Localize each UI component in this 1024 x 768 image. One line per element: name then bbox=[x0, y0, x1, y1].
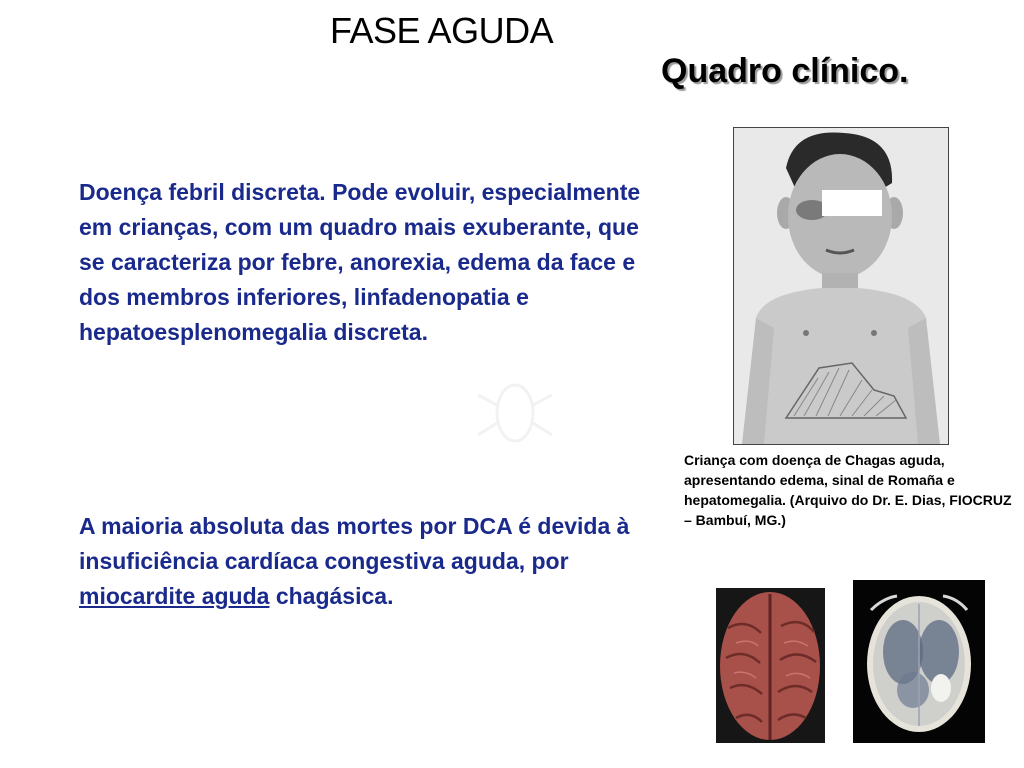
ct-scan-image bbox=[853, 580, 985, 743]
ct-scan-illustration bbox=[853, 580, 985, 743]
paragraph-mortality-text-end: chagásica. bbox=[269, 583, 394, 609]
paragraph-mortality bbox=[79, 509, 659, 614]
watermark-insect-icon bbox=[470, 365, 560, 455]
slide-title: FASE AGUDA bbox=[330, 10, 554, 51]
brain-specimen-illustration bbox=[716, 588, 825, 743]
child-patient-illustration bbox=[734, 128, 948, 444]
slide-subtitle: Quadro clínico. bbox=[661, 52, 909, 90]
paragraph-acute-symptoms: Doença febril discreta. Pode evoluir, especialmente em crianças, com um quadro mais exuberante, que se caracteriza por febre, anorexia, edema da face e dos membros inferiores, linfadenopatia e hepatoesplenomegalia discreta. bbox=[79, 179, 641, 345]
brain-specimen-photo bbox=[716, 588, 825, 743]
child-patient-photo bbox=[733, 127, 949, 445]
miocardite-aguda-link[interactable]: miocardite aguda bbox=[79, 583, 270, 609]
photo-caption: Criança com doença de Chagas aguda, apresentando edema, sinal de Romaña e hepatomegalia. (Arquivo do Dr. E. Dias, FIOCRUZ – Bambuí, MG.) bbox=[684, 452, 1012, 528]
paragraph-mortality-text-start: A maioria absoluta das mortes por DCA é devida à insuficiência cardíaca congestiva aguda, por bbox=[79, 513, 630, 574]
